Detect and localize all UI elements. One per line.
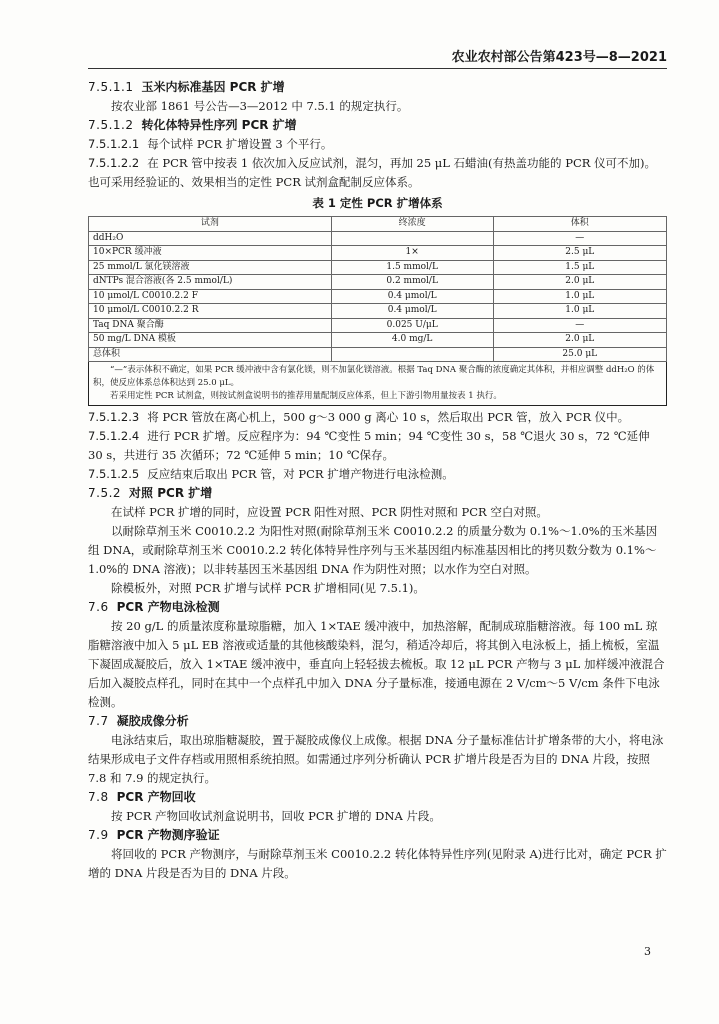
section-title: PCR 产物回收 (116, 790, 196, 804)
heading-7-6 (88, 598, 667, 617)
paragraph: 将回收的 PCR 产物测序，与耐除草剂玉米 C0010.2.2 转化体特异性序列(见附录 A)进行比对，确定 PCR 扩增的 DNA 片段是否为目的 DNA 片段。 (88, 847, 667, 880)
reagent-cell: 10×PCR 缓冲液 (89, 246, 332, 261)
reagent-cell: 10 μmol/L C0010.2.2 F (89, 289, 332, 304)
volume-cell: — (493, 318, 666, 333)
clause-text: 在 PCR 管中按表 1 依次加入反应试剂，混匀，再加 25 μL 石蜡油(有热盖功能的 PCR 仪可不加)。也可采用经验证的、效果相当的定性 PCR 试剂盒配制反应体系。 (88, 156, 657, 189)
paragraph: 除模板外，对照 PCR 扩增与试样 PCR 扩增相同(见 7.5.1)。 (111, 581, 425, 595)
clause-7-5-1-2-3 (88, 408, 667, 427)
paragraph: 按 20 g/L 的质量浓度称量琼脂糖，加入 1×TAE 缓冲液中，加热溶解，配制成琼脂糖溶液。每 100 mL 琼脂糖溶液中加入 5 μL EB 溶液或适量的其他核酸染料，混匀，稍适冷却后，将其倒入电泳板上，插上梳板，室温下凝固成凝胶后，放入 1×TAE 缓冲液中，垂直向上轻轻拔去梳板。取 12 μL PCR 产物与 3 μL 加样缓冲液混合后加入凝胶点样孔，同时在其中一个点样孔中加入 DNA 分子量标准，接通电源在 2 V/cm～5 V/cm 条件下电泳检测。 (88, 619, 665, 709)
table-row (89, 275, 667, 290)
reagent-cell: 25 mmol/L 氯化镁溶液 (89, 260, 332, 275)
heading-7-9 (88, 826, 667, 845)
volume-cell: 2.0 μL (493, 333, 666, 348)
concentration-cell: 1× (331, 246, 493, 261)
section-title: 对照 PCR 扩增 (129, 486, 213, 500)
clause-text: 反应结束后取出 PCR 管，对 PCR 扩增产物进行电泳检测。 (147, 467, 454, 481)
volume-cell: 25.0 μL (493, 347, 666, 362)
heading-7-5-2 (88, 484, 667, 503)
table-row (89, 333, 667, 348)
section-number: 7.5.1.1 (88, 80, 134, 94)
concentration-cell: 0.025 U/μL (331, 318, 493, 333)
concentration-cell: 1.5 mmol/L (331, 260, 493, 275)
column-header: 试剂 (89, 217, 332, 232)
volume-cell: — (493, 231, 666, 246)
volume-cell: 2.5 μL (493, 246, 666, 261)
section-number: 7.5.2 (88, 486, 122, 500)
volume-cell: 1.0 μL (493, 304, 666, 319)
document-body (88, 78, 667, 883)
table-row (89, 318, 667, 333)
concentration-cell (331, 347, 493, 362)
section-number: 7.8 (88, 790, 109, 804)
table-row (89, 246, 667, 261)
pcr-reaction-table (88, 216, 667, 362)
table-note-line: “—”表示体积不确定，如果 PCR 缓冲液中含有氯化镁，则不加氯化镁溶液。根据 Taq DNA 聚合酶的浓度确定其体积，并相应调整 ddH₂O 的体积，使反应体系总体积达到 25.0 μL。 (93, 365, 655, 388)
paragraph: 以耐除草剂玉米 C0010.2.2 为阳性对照(耐除草剂玉米 C0010.2.2 的质量分数为 0.1%～1.0%的玉米基因组 DNA，或耐除草剂玉米 C0010.2.2 转化体特异性序列与玉米基因组内标准基因相比的拷贝数分数为 0.1%～1.0%的 DNA 溶液)；以非转基因玉米基因组 DNA 作为阴性对照；以水作为空白对照。 (88, 524, 658, 576)
clause-7-5-1-2-5 (88, 465, 667, 484)
heading-7-5-1-2 (88, 116, 667, 135)
page-header: 农业农村部公告第423号—8—2021 (451, 50, 667, 65)
clause-7-5-1-2-4 (88, 427, 667, 465)
paragraph: 在试样 PCR 扩增的同时，应设置 PCR 阳性对照、PCR 阴性对照和 PCR 空白对照。 (111, 505, 548, 519)
volume-cell: 1.0 μL (493, 289, 666, 304)
reagent-cell: dNTPs 混合溶液(各 2.5 mmol/L) (89, 275, 332, 290)
reagent-cell: Taq DNA 聚合酶 (89, 318, 332, 333)
table-note-line: 若采用定性 PCR 试剂盒，则按试剂盒说明书的推荐用量配制反应体系，但上下游引物用量按表 1 执行。 (110, 391, 502, 401)
volume-cell: 2.0 μL (493, 275, 666, 290)
reagent-cell: 50 mg/L DNA 模板 (89, 333, 332, 348)
heading-7-8 (88, 788, 667, 807)
section-number: 7.5.1.2 (88, 118, 134, 132)
volume-cell: 1.5 μL (493, 260, 666, 275)
table-row (89, 260, 667, 275)
clause-text: 将 PCR 管放在离心机上，500 g～3 000 g 离心 10 s，然后取出 PCR 管，放入 PCR 仪中。 (147, 410, 630, 424)
clause-text: 进行 PCR 扩增。反应程序为：94 ℃变性 5 min；94 ℃变性 30 s，58 ℃退火 30 s，72 ℃延伸 30 s，共进行 35 次循环；72 ℃延伸 5 min；10 ℃保存。 (88, 429, 650, 462)
clause-7-5-1-2-1 (88, 135, 667, 154)
section-number: 7.6 (88, 600, 109, 614)
clause-number: 7.5.1.2.2 (88, 156, 140, 170)
paragraph: 电泳结束后，取出琼脂糖凝胶，置于凝胶成像仪上成像。根据 DNA 分子量标准估计扩增条带的大小，将电泳结果形成电子文件存档或用照相系统拍照。如需通过序列分析确认 PCR 扩增片段是否为目的 DNA 片段，按照 7.8 和 7.9 的规定执行。 (88, 733, 664, 785)
page-number: 3 (644, 945, 651, 958)
table-caption: 表 1 定性 PCR 扩增体系 (312, 196, 443, 210)
section-title: 凝胶成像分析 (116, 714, 189, 728)
clause-number: 7.5.1.2.1 (88, 137, 140, 151)
table-note (88, 362, 667, 406)
section-title: 转化体特异性序列 PCR 扩增 (141, 118, 297, 132)
table-row (89, 347, 667, 362)
paragraph: 按农业部 1861 号公告—3—2012 中 7.5.1 的规定执行。 (111, 99, 409, 113)
reagent-cell: 10 μmol/L C0010.2.2 R (89, 304, 332, 319)
table-row (89, 289, 667, 304)
section-number: 7.9 (88, 828, 109, 842)
clause-text: 每个试样 PCR 扩增设置 3 个平行。 (147, 137, 333, 151)
column-header: 体积 (493, 217, 666, 232)
column-header: 终浓度 (331, 217, 493, 232)
clause-number: 7.5.1.2.5 (88, 467, 140, 481)
section-title: 玉米内标准基因 PCR 扩增 (141, 80, 285, 94)
header-rule (88, 68, 667, 69)
clause-number: 7.5.1.2.4 (88, 429, 140, 443)
concentration-cell (331, 231, 493, 246)
paragraph: 按 PCR 产物回收试剂盒说明书，回收 PCR 扩增的 DNA 片段。 (111, 809, 441, 823)
concentration-cell: 0.4 μmol/L (331, 289, 493, 304)
reagent-cell: ddH₂O (89, 231, 332, 246)
concentration-cell: 0.4 μmol/L (331, 304, 493, 319)
clause-number: 7.5.1.2.3 (88, 410, 140, 424)
section-title: PCR 产物测序验证 (116, 828, 220, 842)
concentration-cell: 4.0 mg/L (331, 333, 493, 348)
heading-7-7 (88, 712, 667, 731)
reagent-cell: 总体积 (89, 347, 332, 362)
section-title: PCR 产物电泳检测 (116, 600, 220, 614)
section-number: 7.7 (88, 714, 109, 728)
table-row (89, 304, 667, 319)
clause-7-5-1-2-2 (88, 154, 667, 192)
table-row (89, 231, 667, 246)
heading-7-5-1-1 (88, 78, 667, 97)
concentration-cell: 0.2 mmol/L (331, 275, 493, 290)
table-header-row (89, 217, 667, 232)
